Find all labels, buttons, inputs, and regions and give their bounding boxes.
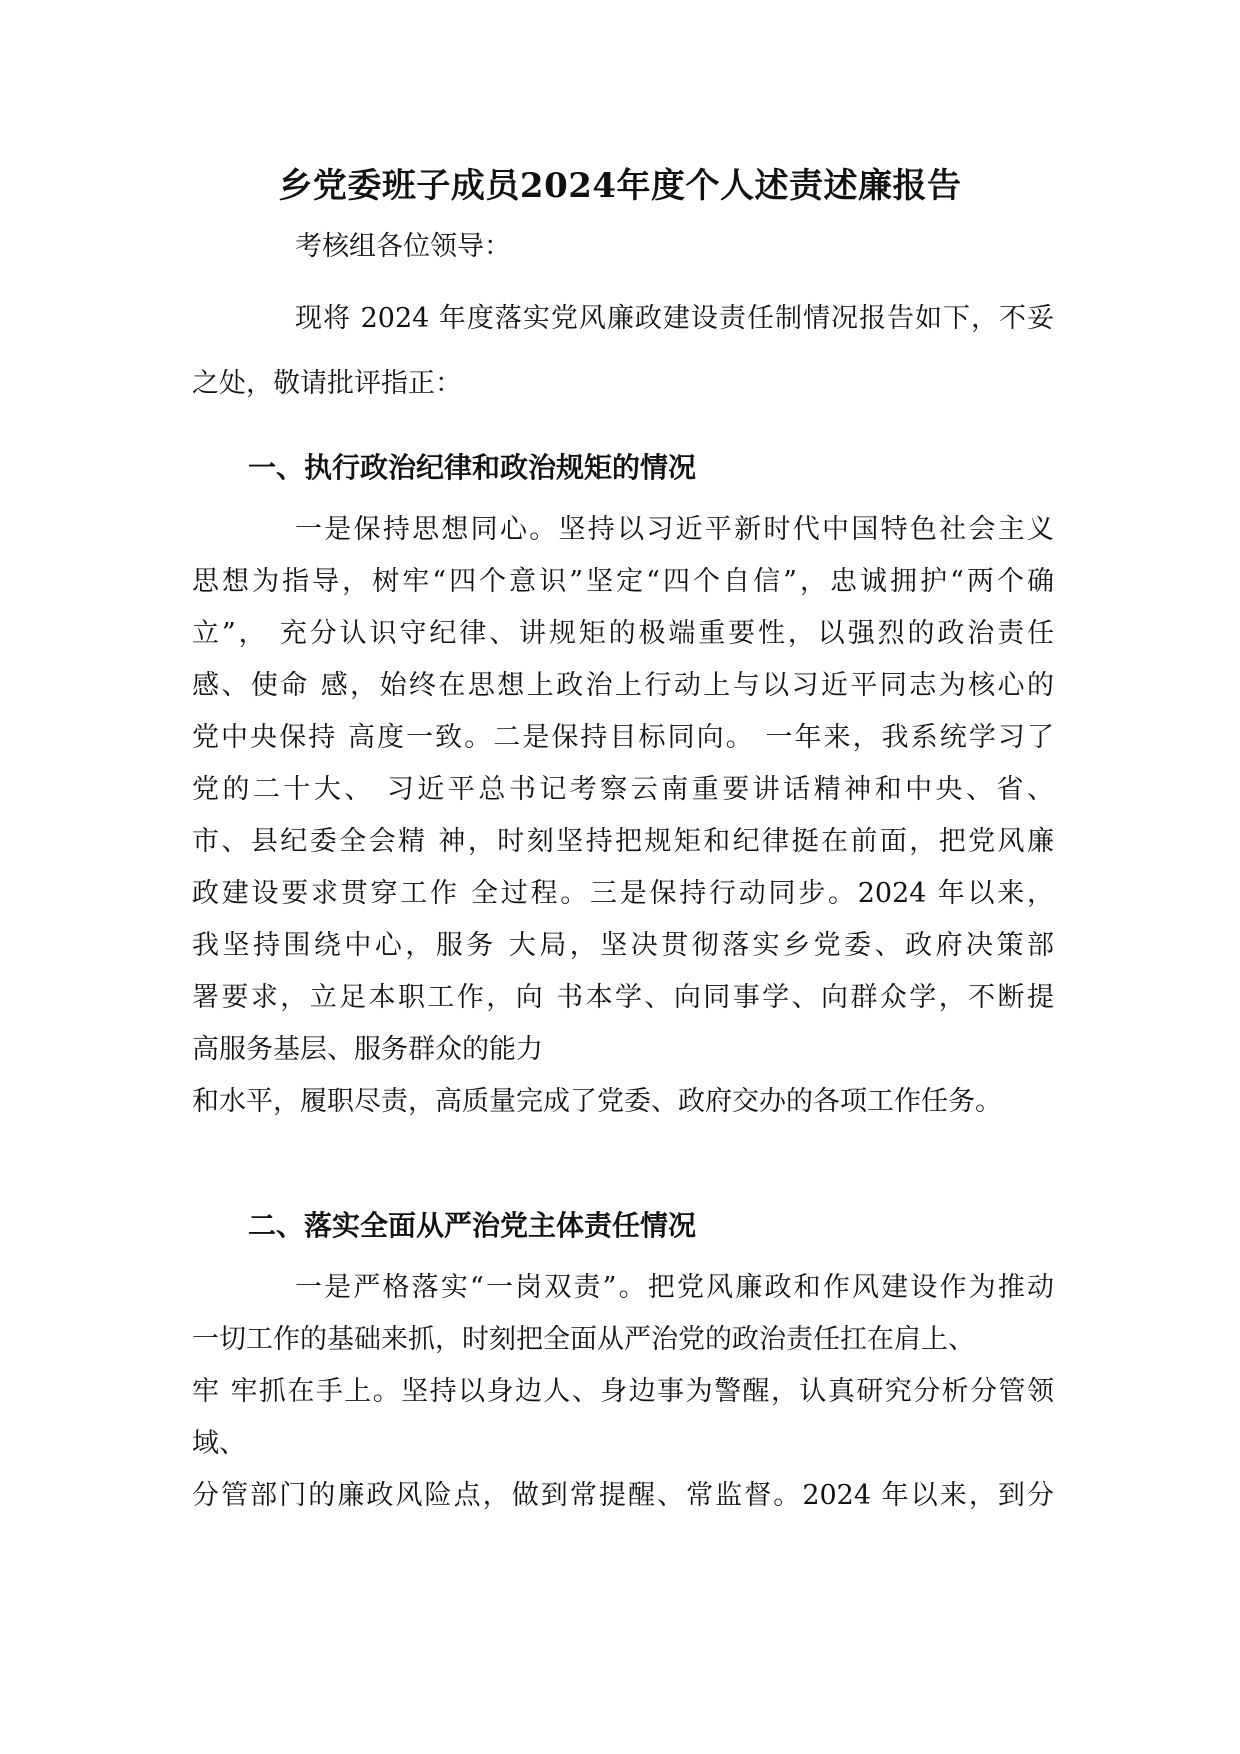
text-line: 署要求，立足本职工作，向 书本学、向同事学、向群众学，不断提 bbox=[192, 982, 1054, 1013]
text-line: 政建设要求贯穿工作 全过程。三是保持行动同步。2024 年以来， bbox=[192, 878, 1054, 909]
section-1-body bbox=[192, 504, 1054, 1128]
intro-paragraph: 现将 2024 年度落实党风廉政建设责任制情况报告如下，不妥之处，敬请批评指正： bbox=[192, 303, 1054, 399]
section-heading-2: 二、落实全面从严治党主体责任情况 bbox=[248, 1209, 697, 1242]
text-line: 感、使命 感，始终在思想上政治上行动上与以习近平同志为核心的 bbox=[192, 670, 1054, 701]
text-line: 一是保持思想同心。坚持以习近平新时代中国特色社会主义 bbox=[295, 514, 1054, 545]
text-line: 和水平，履职尽责，高质量完成了党委、政府交办的各项工作任务。 bbox=[192, 1086, 1002, 1117]
text-line: 一切工作的基础来抓，时刻把全面从严治党的政治责任扛在肩上、 bbox=[192, 1324, 975, 1355]
text-line: 牢 牢抓在手上。坚持以身边人、身边事为警醒，认真研究分析分管领 bbox=[192, 1376, 1054, 1407]
text-line: 党的二十大、 习近平总书记考察云南重要讲话精神和中央、省、 bbox=[192, 774, 1054, 805]
text-line: 我坚持围绕中心，服务 大局，坚决贯彻落实乡党委、政府决策部 bbox=[192, 930, 1054, 961]
text-line: 党中央保持 高度一致。二是保持目标同向。 一年来，我系统学习了 bbox=[192, 722, 1054, 753]
section-heading-1: 一、执行政治纪律和政治规矩的情况 bbox=[248, 451, 697, 484]
salutation: 考核组各位领导： bbox=[295, 231, 511, 262]
text-line: 思想为指导，树牢“四个意识”坚定“四个自信”，忠诚拥护“两个确 bbox=[192, 566, 1054, 597]
text-line: 市、县纪委全会精 神，时刻坚持把规矩和纪律挺在前面，把党风廉 bbox=[192, 826, 1054, 857]
text-line: 分管部门的廉政风险点，做到常提醒、常监督。2024 年以来，到分 bbox=[192, 1480, 1054, 1511]
text-line: 一是严格落实“一岗双责”。把党风廉政和作风建设作为推动 bbox=[295, 1272, 1054, 1303]
section-2-body bbox=[192, 1262, 1054, 1522]
text-line: 域、 bbox=[192, 1428, 246, 1459]
text-line: 高服务基层、服务群众的能力 bbox=[192, 1034, 543, 1065]
text-line: 立”， 充分认识守纪律、讲规矩的极端重要性，以强烈的政治责任 bbox=[192, 618, 1054, 649]
document-title: 乡党委班子成员2024年度个人述责述廉报告 bbox=[278, 166, 962, 206]
